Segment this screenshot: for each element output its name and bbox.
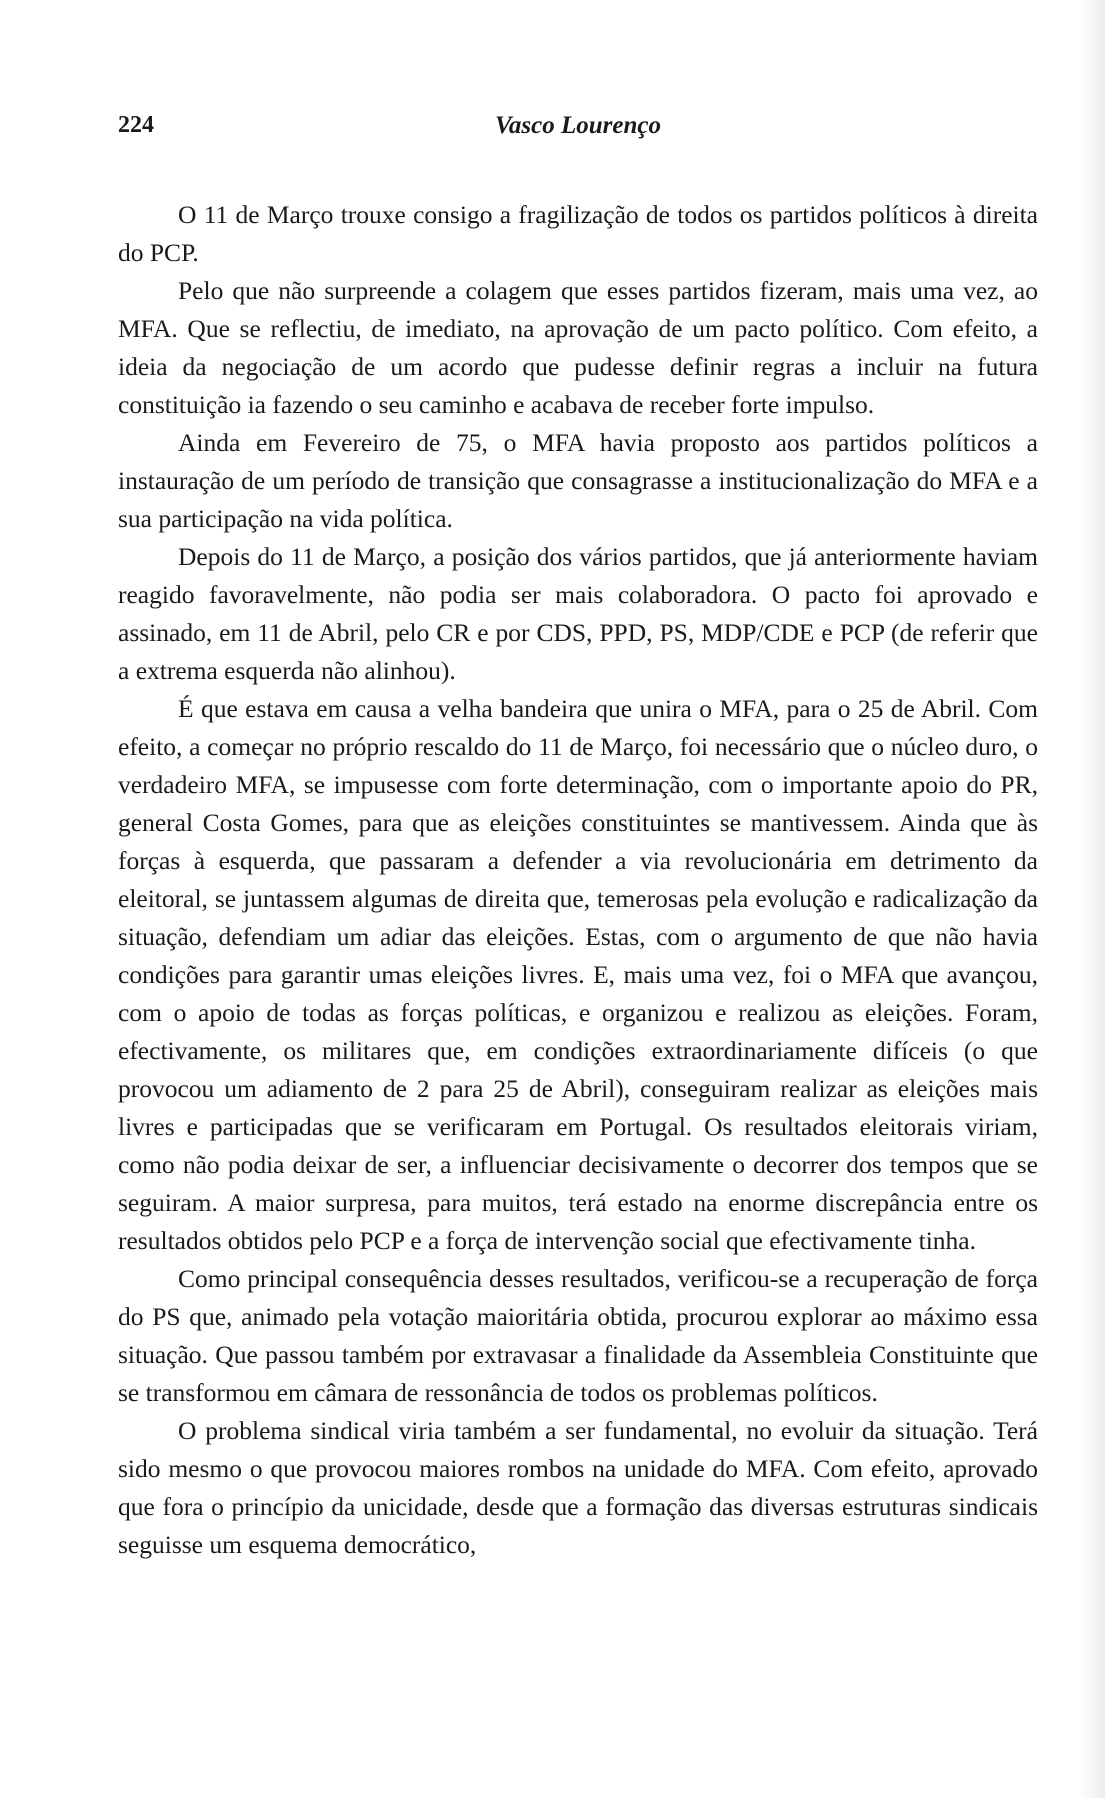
page-number: 224 [118, 112, 154, 138]
paragraph: O problema sindical viria também a ser fundamental, no evoluir da situação. Terá sido mesmo o que provocou maiores rombos na unidade do MFA. Com efeito, aprovado que fora o princípio da unicidade, desde que a formação das diversas estruturas sindicais seguisse um esquema democrático, [118, 1416, 1038, 1559]
body-text [118, 196, 1038, 1564]
paragraph: Ainda em Fevereiro de 75, o MFA havia proposto aos partidos políticos a instauração de um período de transição que consagrasse a institucionalização do MFA e a sua participação na vida política. [118, 428, 1038, 533]
paragraph: O 11 de Março trouxe consigo a fragilização de todos os partidos políticos à direita do PCP. [118, 200, 1038, 267]
paragraph: Como principal consequência desses resultados, verificou-se a recuperação de força do PS que, animado pela votação maioritária obtida, procurou explorar ao máximo essa situação. Que passou também por extravasar a finalidade da Assembleia Constituinte que se transformou em câmara de ressonância de todos os problemas políticos. [118, 1264, 1038, 1407]
running-head-author: Vasco Lourenço [495, 112, 661, 139]
paragraph: Depois do 11 de Março, a posição dos vários partidos, que já anteriormente haviam reagido favoravelmente, não podia ser mais colaboradora. O pacto foi aprovado e assinado, em 11 de Abril, pelo CR e por CDS, PPD, PS, MDP/CDE e PCP (de referir que a extrema esquerda não alinhou). [118, 542, 1038, 685]
page-edge-shadow [1079, 0, 1105, 1798]
paragraph: Pelo que não surpreende a colagem que esses partidos fizeram, mais uma vez, ao MFA. Que se reflectiu, de imediato, na aprovação de um pacto político. Com efeito, a ideia da negociação de um acordo que pudesse definir regras a incluir na futura constituição ia fazendo o seu caminho e acabava de receber forte impulso. [118, 276, 1038, 419]
page-header [118, 112, 1038, 152]
paragraph: É que estava em causa a velha bandeira que unira o MFA, para o 25 de Abril. Com efeito, a começar no próprio rescaldo do 11 de Março, foi necessário que o núcleo duro, o verdadeiro MFA, se impusesse com forte determinação, com o importante apoio do PR, general Costa Gomes, para que as eleições constituintes se mantivessem. Ainda que às forças à esquerda, que passaram a defender a via revolucionária em detrimento da eleitoral, se juntassem algumas de direita que, temerosas pela evolução e radicalização da situação, defendiam um adiar das eleições. Estas, com o argumento de que não havia condições para garantir umas eleições livres. E, mais uma vez, foi o MFA que avançou, com o apoio de todas as forças políticas, e organizou e realizou as eleições. Foram, efectivamente, os militares que, em condições extraordinariamente difíceis (o que provocou um adiamento de 2 para 25 de Abril), conseguiram realizar as eleições mais livres e participadas que se verificaram em Portugal. Os resultados eleitorais viriam, como não podia deixar de ser, a influenciar decisivamente o decorrer dos tempos que se seguiram. A maior surpresa, para muitos, terá estado na enorme discrepância entre os resultados obtidos pelo PCP e a força de intervenção social que efectivamente tinha. [118, 694, 1038, 1255]
